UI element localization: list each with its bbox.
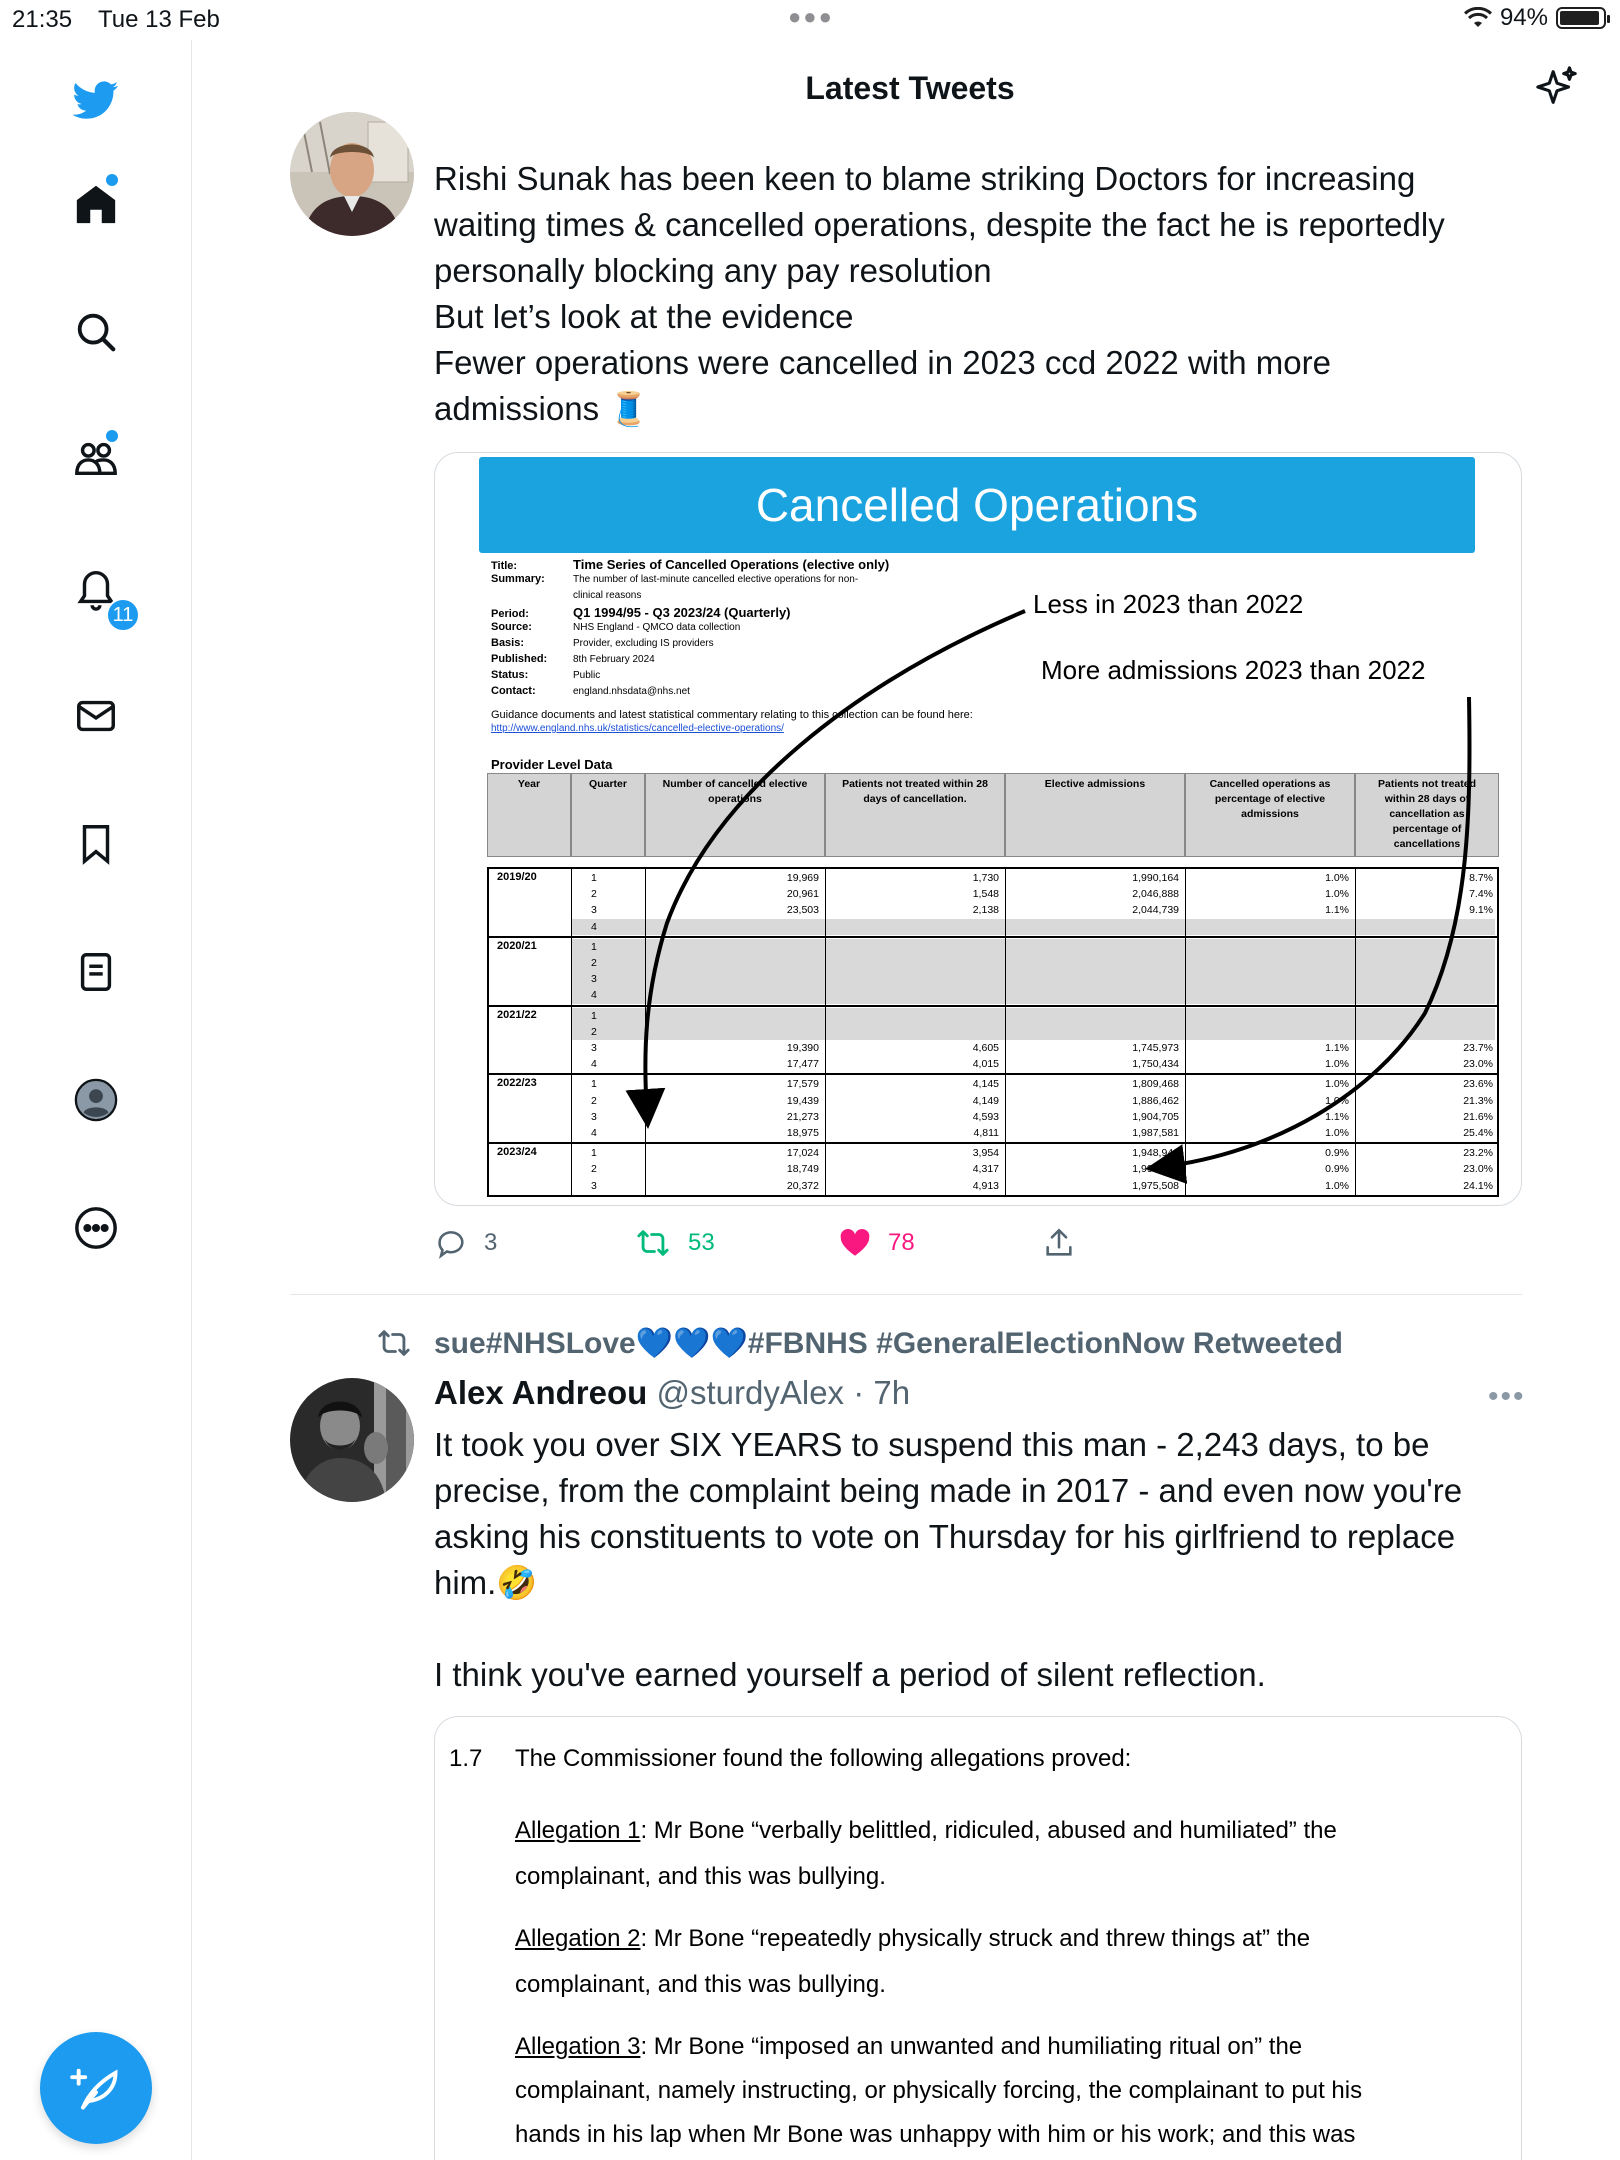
table-cell: 1.0%: [1325, 888, 1349, 901]
column-header: Patients not treated within 28 days of cancellation as percentage of cancellations: [1355, 773, 1499, 857]
like-count: 78: [888, 1229, 915, 1256]
provider-level-heading: Provider Level Data: [491, 757, 613, 772]
table-cell: 2: [591, 957, 597, 969]
tweet-line: It took you over SIX YEARS to suspend this man - 2,243 days, to be: [434, 1426, 1430, 1463]
meta-key: Published:: [491, 653, 548, 665]
table-cell: 1,975,508: [1132, 1179, 1179, 1192]
tweet-line: Fewer operations were cancelled in 2023 ccd 2022 with more: [434, 344, 1331, 381]
column-header: Cancelled operations as percentage of elective admissions: [1185, 773, 1355, 857]
meta-value: The number of last-minute cancelled elective operations for non-: [573, 574, 859, 585]
meta-key: Status:: [491, 669, 529, 681]
meta-key: Title:: [491, 560, 518, 572]
table-cell: 25.4%: [1463, 1127, 1493, 1139]
allegation-label: Allegation 1: [515, 1817, 641, 1844]
meta-value: clinical reasons: [573, 590, 642, 601]
meta-key: Summary:: [491, 573, 545, 585]
table-cell: 2,046,888: [1132, 888, 1179, 901]
table-cell: 3: [591, 973, 597, 986]
table-cell: 2: [591, 888, 597, 901]
table-cell: 17,579: [786, 1078, 819, 1091]
battery-icon: [1556, 7, 1606, 29]
table-cell: 1.0%: [1325, 872, 1349, 884]
image-banner: Cancelled Operations: [479, 457, 1475, 553]
table-cell: 8.7%: [1469, 872, 1493, 884]
tweet-line: But let’s look at the evidence: [434, 298, 854, 335]
tweet-author[interactable]: [434, 1374, 910, 1412]
image-annotation: More admissions 2023 than 2022: [1041, 655, 1426, 685]
table-cell: 1: [591, 1147, 597, 1160]
table-cell: 3,954: [972, 1147, 999, 1160]
compose-tweet-button[interactable]: [40, 2032, 152, 2144]
table-cell: 1,730: [972, 872, 999, 884]
allegation-label: Allegation 3: [515, 2033, 641, 2060]
twitter-logo-icon[interactable]: [68, 70, 124, 126]
status-bar: [0, 0, 1620, 40]
table-cell: 1,987,581: [1132, 1127, 1179, 1139]
table-cell: 17,477: [786, 1058, 819, 1071]
meta-key: Basis:: [491, 637, 525, 649]
feather-plus-icon: [70, 2062, 122, 2114]
battery-percent: 94%: [1499, 4, 1548, 31]
table-cell: 1.0%: [1325, 1179, 1349, 1192]
search-icon[interactable]: [68, 304, 124, 360]
meta-value: Time Series of Cancelled Operations (elective only): [573, 557, 890, 572]
table-cell: 23.0%: [1463, 1058, 1493, 1071]
table-cell: 0.9%: [1325, 1163, 1349, 1176]
table-cell: 18,749: [786, 1163, 819, 1176]
table-cell: 4,149: [972, 1094, 999, 1107]
table-cell: 9.1%: [1469, 904, 1493, 917]
retweet-icon: [634, 1226, 672, 1260]
author-handle: @sturdyAlex: [656, 1374, 845, 1411]
table-cell: 4: [591, 1127, 597, 1139]
doc-allegation-2: [515, 1925, 1310, 1953]
table-cell: 4: [591, 1058, 597, 1071]
bookmarks-icon[interactable]: [68, 816, 124, 872]
share-icon: [1042, 1226, 1076, 1260]
table-cell: 23.7%: [1463, 1042, 1493, 1054]
tweet-line: waiting times & cancelled operations, despite the fact he is reportedly: [434, 206, 1445, 243]
allegation-label: Allegation 2: [515, 1925, 641, 1952]
heart-icon: [838, 1226, 872, 1260]
table-cell: 2: [591, 1163, 597, 1176]
retweet-button[interactable]: [634, 1226, 715, 1260]
reply-button[interactable]: [434, 1226, 497, 1260]
table-cell: 4,317: [972, 1163, 999, 1176]
communities-unread-dot: [106, 430, 118, 442]
meta-value: Q1 1994/95 - Q3 2023/24 (Quarterly): [573, 605, 791, 620]
tweet-divider: [290, 1294, 1522, 1295]
table-cell: 1,886,462: [1132, 1094, 1179, 1107]
year-label: 2020/21: [497, 939, 537, 952]
table-cell: 1,904,705: [1132, 1110, 1179, 1123]
table-cell: 3: [591, 1042, 597, 1054]
allegation-text: complainant, and this was bullying.: [515, 1971, 886, 1998]
year-label: 2019/20: [497, 871, 537, 883]
tweet-image[interactable]: [434, 452, 1522, 1206]
table-cell: 23.2%: [1463, 1147, 1493, 1160]
table-cell: 4,145: [972, 1078, 999, 1091]
column-header: Number of cancelled elective operations: [645, 773, 825, 857]
table-cell: 23.6%: [1463, 1078, 1493, 1091]
table-cell: 20,372: [786, 1179, 819, 1192]
status-right: [1464, 4, 1606, 32]
column-header: Elective admissions: [1005, 773, 1185, 857]
avatar[interactable]: [290, 112, 414, 236]
retweeted-icon: [374, 1326, 414, 1360]
home-unread-dot: [106, 174, 118, 186]
allegation-text: complainant, and this was bullying.: [515, 1863, 886, 1890]
allegation-text: complainant, namely instructing, or physically forcing, the complainant to put his: [515, 2077, 1363, 2104]
table-cell: 7.4%: [1469, 888, 1493, 901]
allegation-text: : Mr Bone “imposed an unwanted and humiliating ritual on” the: [640, 2033, 1303, 2060]
table-cell: 1.0%: [1325, 1127, 1349, 1139]
tweet-line: admissions 🧵: [434, 390, 650, 427]
multitasking-dots-icon[interactable]: ●●●: [788, 4, 834, 29]
table-cell: 1,948,942: [1132, 1147, 1179, 1160]
doc-intro: The Commissioner found the following allegations proved:: [515, 1745, 1132, 1772]
table-cell: 4,015: [972, 1058, 999, 1071]
table-cell: 4,811: [973, 1127, 999, 1139]
table-cell: 1,809,468: [1132, 1078, 1179, 1091]
meta-key: Contact:: [491, 685, 536, 697]
table-cell: 1: [591, 940, 597, 953]
allegation-text: hands in his lap when Mr Bone was unhappy with him or his work; and this was: [515, 2121, 1356, 2148]
meta-value: england.nhsdata@nhs.net: [573, 686, 690, 697]
like-button[interactable]: [838, 1226, 915, 1260]
table-cell: 1,990,449: [1132, 1163, 1179, 1176]
notifications-badge: 11: [106, 598, 140, 632]
table-cell: 24.1%: [1463, 1179, 1493, 1192]
table-cell: 17,024: [786, 1147, 819, 1160]
table-cell: 18,975: [786, 1127, 819, 1139]
status-date: Tue 13 Feb: [98, 6, 220, 33]
tweet-line: [434, 1606, 1544, 1652]
table-cell: 4,913: [972, 1179, 999, 1192]
messages-icon[interactable]: [68, 688, 124, 744]
table-cell: 20,961: [786, 888, 819, 901]
avatar[interactable]: [290, 1378, 414, 1502]
meta-key: Source:: [491, 621, 532, 633]
table-cell: 1,745,973: [1132, 1042, 1179, 1054]
year-label: 2023/24: [497, 1146, 537, 1159]
profile-icon[interactable]: [68, 1072, 124, 1128]
column-header: Quarter: [571, 773, 645, 857]
table-cell: 3: [591, 904, 597, 917]
meta-value: 8th February 2024: [573, 654, 655, 665]
share-button[interactable]: [1042, 1226, 1076, 1260]
table-cell: 3: [591, 1110, 597, 1123]
year-label: 2022/23: [497, 1077, 537, 1090]
table-cell: 1.1%: [1325, 1110, 1349, 1123]
table-cell: 1: [591, 1009, 597, 1022]
table-cell: 4,605: [972, 1042, 999, 1054]
status-time: 21:35: [12, 6, 73, 33]
tweet-time: · 7h: [844, 1374, 911, 1411]
table-cell: 1.0%: [1325, 1078, 1349, 1091]
table-cell: 2,044,739: [1132, 904, 1179, 917]
table-cell: 1.1%: [1325, 904, 1349, 917]
tweet-body: [434, 1422, 1544, 1698]
retweeted-by[interactable]: sue#NHSLove💙💙💙#FBNHS #GeneralElectionNow Retweeted: [434, 1327, 1343, 1360]
table-cell: 19,390: [786, 1042, 819, 1054]
tweet-line: I think you've earned yourself a period of silent reflection.: [434, 1656, 1266, 1693]
table-cell: 1,548: [972, 888, 999, 901]
column-header: Year: [487, 773, 571, 857]
sparkle-icon[interactable]: [1534, 64, 1580, 110]
column-header: Patients not treated within 28 days of cancellation.: [825, 773, 1005, 857]
table-cell: 4,593: [972, 1110, 999, 1123]
image-annotation: Less in 2023 than 2022: [1033, 589, 1304, 619]
table-cell: 1.0%: [1325, 1094, 1349, 1107]
doc-allegation-1: [515, 1817, 1337, 1845]
tweet-line: Rishi Sunak has been keen to blame striking Doctors for increasing: [434, 160, 1416, 197]
table-cell: 19,969: [786, 872, 819, 884]
guidance-text: Guidance documents and latest statistical commentary relating to this collection can be found here:: [491, 709, 973, 721]
table-cell: 1: [591, 1078, 597, 1091]
page-title: Latest Tweets: [805, 70, 1015, 106]
guidance-link: http://www.england.nhs.uk/statistics/cancelled-elective-operations/: [491, 723, 784, 734]
tweet-line: asking his constituents to vote on Thursday for his girlfriend to replace: [434, 1518, 1456, 1555]
tweet-image[interactable]: [434, 1716, 1522, 2160]
tweet-more-icon[interactable]: •••: [1488, 1380, 1526, 1413]
reply-icon: [434, 1226, 468, 1260]
table-cell: 1,750,434: [1132, 1058, 1179, 1071]
table-cell: 21.3%: [1463, 1094, 1493, 1107]
meta-value: Public: [573, 670, 601, 681]
tweet-actions: [434, 1226, 1134, 1266]
allegation-text: : Mr Bone “verbally belittled, ridiculed, abused and humiliated” the: [640, 1817, 1337, 1844]
annotation-arrows: [435, 453, 1522, 1206]
table-cell: 23.0%: [1463, 1163, 1493, 1176]
allegation-text: : Mr Bone “repeatedly physically struck and threw things at” the: [640, 1925, 1311, 1952]
table-cell: 2,138: [972, 904, 999, 917]
table-cell: 21.6%: [1463, 1110, 1493, 1123]
table-cell: 23,503: [786, 904, 819, 917]
meta-value: NHS England - QMCO data collection: [573, 622, 741, 633]
author-name: Alex Andreou: [434, 1374, 648, 1411]
tweet-line: personally blocking any pay resolution: [434, 252, 992, 289]
table-cell: 2: [591, 1094, 597, 1107]
table-cell: 21,273: [786, 1110, 819, 1123]
table-cell: 1,990,164: [1132, 872, 1179, 884]
tweet-line: him.🤣: [434, 1564, 538, 1601]
doc-para-number: 1.7: [449, 1745, 483, 1772]
tweet-line: precise, from the complaint being made in 2017 - and even now you're: [434, 1472, 1463, 1509]
table-cell: 3: [591, 1179, 597, 1192]
table-cell: 1: [591, 872, 597, 884]
wifi-icon: [1464, 7, 1492, 29]
table-cell: 2: [591, 1025, 597, 1038]
doc-allegation-3: [515, 2033, 1302, 2061]
table-cell: 1.1%: [1325, 1042, 1349, 1054]
table-cell: 4: [591, 920, 597, 933]
more-options-icon[interactable]: [68, 1200, 124, 1256]
year-label: 2021/22: [497, 1008, 537, 1021]
reply-count: 3: [484, 1229, 498, 1256]
table-cell: 1.0%: [1325, 1058, 1349, 1071]
sidebar: [0, 40, 192, 2160]
meta-value: Provider, excluding IS providers: [573, 638, 714, 649]
tweet-body: [434, 156, 1544, 432]
lists-icon[interactable]: [68, 944, 124, 1000]
retweet-count: 53: [688, 1229, 715, 1256]
table-cell: 0.9%: [1325, 1147, 1349, 1160]
table-cell: 4: [591, 989, 597, 1002]
meta-key: Period:: [491, 608, 529, 620]
table-cell: 19,439: [786, 1094, 819, 1107]
